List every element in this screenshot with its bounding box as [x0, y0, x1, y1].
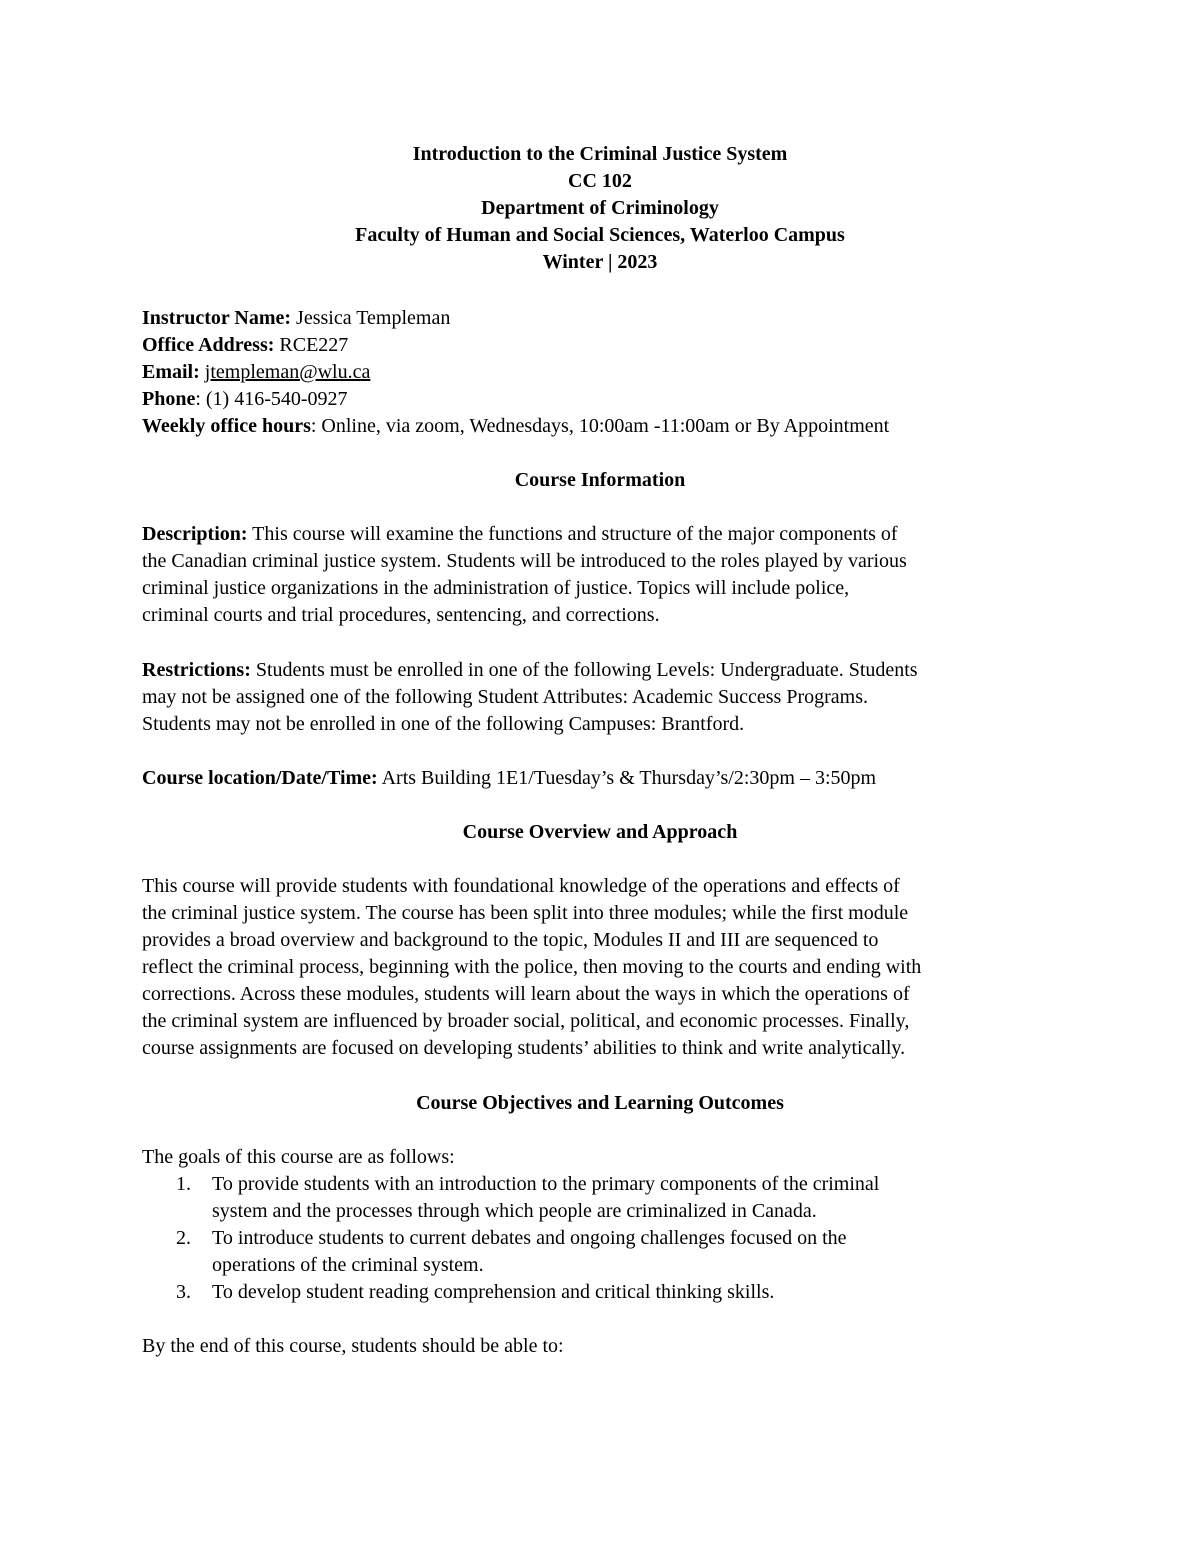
office-hours-label: Weekly office hours	[142, 415, 311, 437]
instructor-name-label: Instructor Name:	[142, 307, 292, 329]
phone-number: : (1) 416-540-0927	[195, 388, 348, 410]
phone-row	[142, 386, 1092, 413]
goal-number: 1.	[176, 1173, 191, 1195]
description-label: Description:	[142, 523, 248, 545]
goal-number: 2.	[176, 1227, 191, 1249]
faculty-name: Faculty of Human and Social Sciences, Waterloo Campus	[355, 224, 845, 246]
overview-line: the criminal system are influenced by broader social, political, and economic processes. Finally,	[142, 1010, 910, 1032]
course-title: Introduction to the Criminal Justice System	[412, 143, 788, 165]
restrictions-line: Students may not be enrolled in one of the following Campuses: Brantford.	[142, 713, 745, 735]
goal-line: operations of the criminal system.	[212, 1254, 484, 1276]
goals-list	[142, 1171, 1072, 1306]
term-label: Winter | 2023	[542, 251, 658, 273]
learning-outcomes-intro-text: By the end of this course, students should be able to:	[142, 1335, 564, 1357]
instructor-name: Jessica Templeman	[291, 307, 451, 329]
goal-line: To develop student reading comprehension and critical thinking skills.	[212, 1281, 775, 1303]
goal-line: system and the processes through which people are criminalized in Canada.	[212, 1200, 817, 1222]
overview-line: the criminal justice system. The course has been split into three modules; while the first module	[142, 902, 909, 924]
goal-line: To introduce students to current debates and ongoing challenges focused on the	[212, 1227, 847, 1249]
instructor-info	[142, 305, 1092, 440]
instructor-name-row	[142, 305, 1092, 332]
description-paragraph	[142, 521, 1072, 629]
office-address-label: Office Address:	[142, 334, 275, 356]
restrictions-text: Students must be enrolled in one of the following Levels: Undergraduate. Students	[250, 659, 918, 681]
email-link[interactable]: jtempleman@wlu.ca	[204, 361, 371, 383]
goal-line: To provide students with an introduction to the primary components of the criminal	[212, 1173, 880, 1195]
description-text: This course will examine the functions and structure of the major components of	[247, 523, 898, 545]
email-label: Email:	[142, 361, 200, 383]
restrictions-line: may not be assigned one of the following Student Attributes: Academic Success Programs.	[142, 686, 868, 708]
course-header	[0, 141, 1200, 276]
office-hours-row	[142, 413, 1092, 440]
overview-line: course assignments are focused on developing students’ abilities to think and write analytically.	[142, 1037, 906, 1059]
overview-line: provides a broad overview and background to the topic, Modules II and III are sequenced to	[142, 929, 879, 951]
restrictions-line	[142, 657, 1072, 684]
goal-number: 3.	[176, 1281, 191, 1303]
phone-label: Phone	[142, 388, 196, 410]
course-location-paragraph	[142, 765, 1072, 792]
course-information-heading: Course Information	[514, 469, 686, 491]
course-location: Arts Building 1E1/Tuesday’s & Thursday’s/2:30pm – 3:50pm	[377, 767, 877, 789]
course-location-label: Course location/Date/Time:	[142, 767, 378, 789]
course-code: CC 102	[568, 170, 632, 192]
office-address: RCE227	[274, 334, 349, 356]
course-objectives-heading: Course Objectives and Learning Outcomes	[416, 1092, 784, 1114]
description-line: criminal courts and trial procedures, sentencing, and corrections.	[142, 604, 660, 626]
course-overview-heading: Course Overview and Approach	[462, 821, 738, 843]
goals-intro-text: The goals of this course are as follows:	[142, 1146, 455, 1168]
email-row	[142, 359, 1092, 386]
overview-line: reflect the criminal process, beginning with the police, then moving to the courts and ending with	[142, 956, 922, 978]
restrictions-paragraph	[142, 657, 1072, 738]
description-line: the Canadian criminal justice system. Students will be introduced to the roles played by various	[142, 550, 907, 572]
description-line: criminal justice organizations in the administration of justice. Topics will include police,	[142, 577, 850, 599]
office-hours: : Online, via zoom, Wednesdays, 10:00am -11:00am or By Appointment	[310, 415, 890, 437]
overview-paragraph	[142, 873, 1072, 1062]
department-name: Department of Criminology	[481, 197, 719, 219]
goal-item	[142, 1171, 1072, 1225]
goal-item	[142, 1225, 1072, 1279]
restrictions-label: Restrictions:	[142, 659, 251, 681]
description-line	[142, 521, 1072, 548]
goal-item	[142, 1279, 1072, 1306]
learning-outcomes-intro	[142, 1333, 1072, 1360]
overview-line: This course will provide students with foundational knowledge of the operations and effects of	[142, 875, 900, 897]
overview-line: corrections. Across these modules, students will learn about the ways in which the operations of	[142, 983, 910, 1005]
goals-intro	[142, 1144, 1072, 1171]
course-location-line	[142, 765, 1072, 792]
office-address-row	[142, 332, 1092, 359]
